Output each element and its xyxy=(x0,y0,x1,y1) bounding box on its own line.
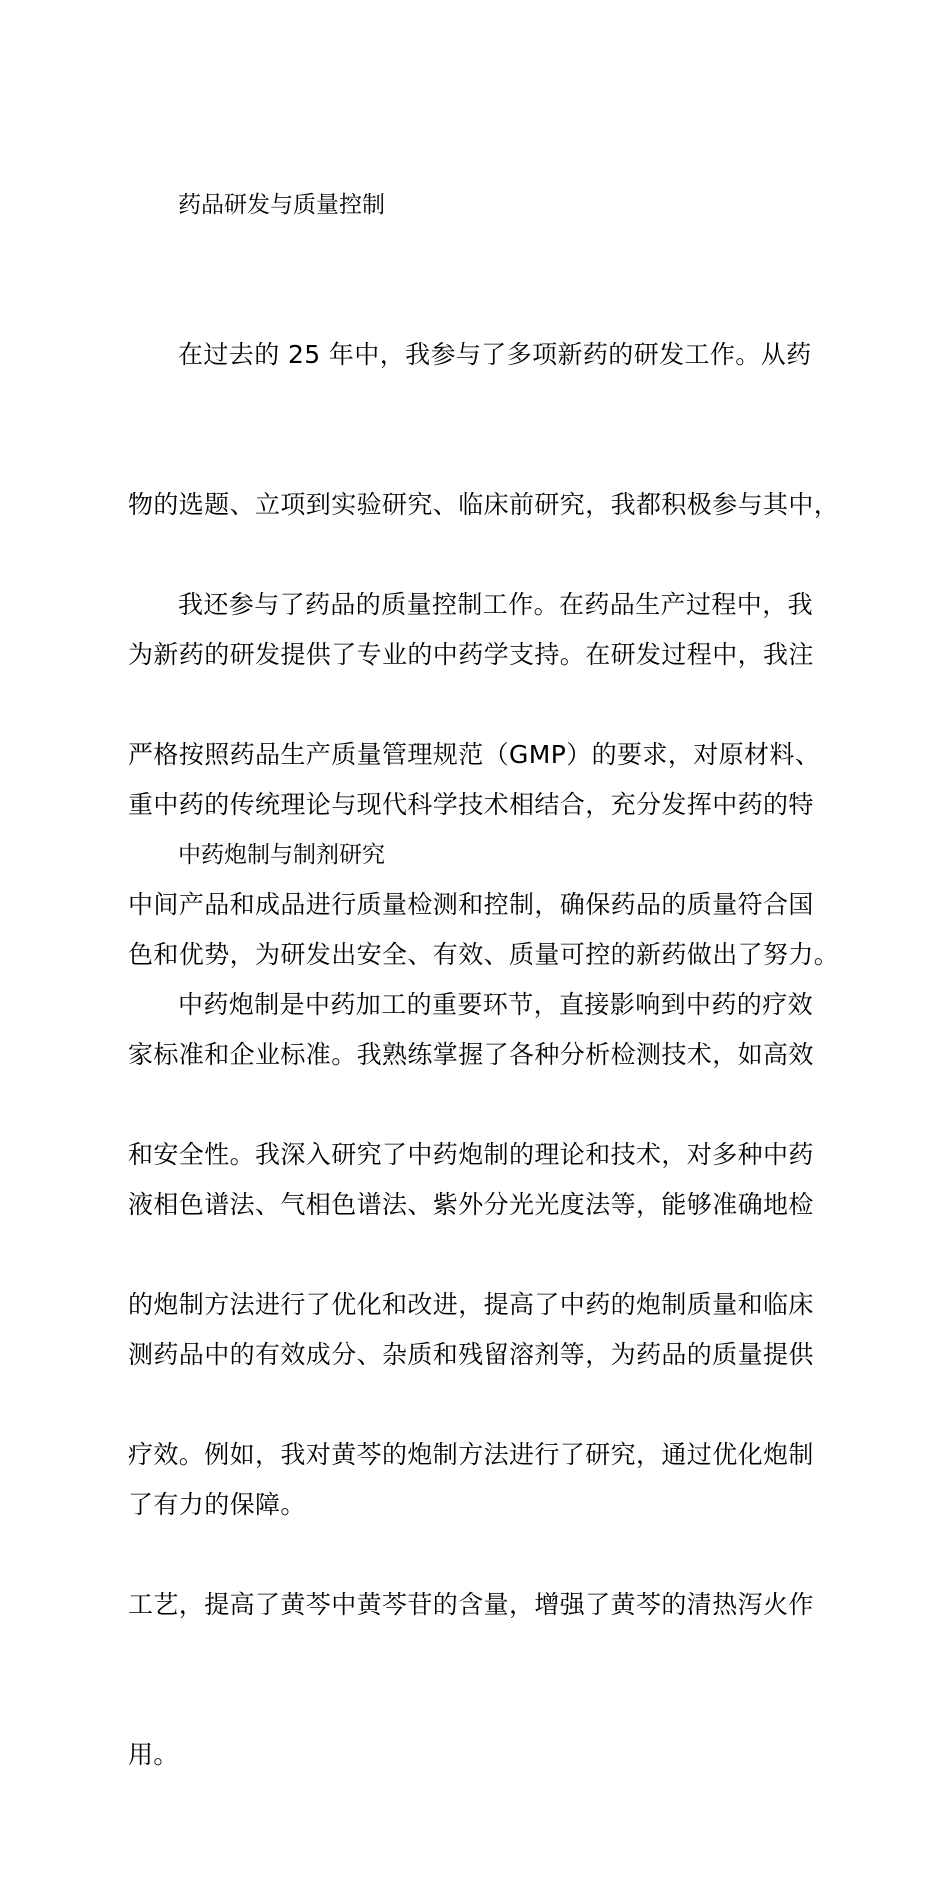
text-line: 重中药的传统理论与现代科学技术相结合，充分发挥中药的特 xyxy=(128,790,814,819)
text-line: 液相色谱法、气相色谱法、紫外分光光度法等，能够准确地检 xyxy=(128,1190,814,1219)
text-line: 和安全性。我深入研究了中药炮制的理论和技术，对多种中药 xyxy=(128,1140,814,1169)
text-line: 为新药的研发提供了专业的中药学支持。在研发过程中，我注 xyxy=(128,640,814,669)
text-line: 中间产品和成品进行质量检测和控制，确保药品的质量符合国 xyxy=(128,890,814,919)
section-heading-processing: 中药炮制与制剂研究 xyxy=(178,842,385,868)
text-line: 物的选题、立项到实验研究、临床前研究，我都积极参与其中， xyxy=(128,490,840,519)
text-line: 家标准和企业标准。我熟练掌握了各种分析检测技术，如高效 xyxy=(128,1040,814,1069)
text-line: 了有力的保障。 xyxy=(128,1490,306,1519)
text-line: 我还参与了药品的质量控制工作。在药品生产过程中，我 xyxy=(178,590,814,619)
text-line: 色和优势，为研发出安全、有效、质量可控的新药做出了努力。 xyxy=(128,940,840,969)
text-line: 测药品中的有效成分、杂质和残留溶剂等，为药品的质量提供 xyxy=(128,1340,814,1369)
text-line: 工艺，提高了黄芩中黄芩苷的含量，增强了黄芩的清热泻火作 xyxy=(128,1590,814,1619)
text-line: 在过去的 25 年中，我参与了多项新药的研发工作。从药 xyxy=(178,340,812,369)
paragraph-processing xyxy=(128,880,848,1880)
section-heading-rd-quality: 药品研发与质量控制 xyxy=(178,192,385,218)
text-line: 的炮制方法进行了优化和改进，提高了中药的炮制质量和临床 xyxy=(128,1290,814,1319)
text-line: 中药炮制是中药加工的重要环节，直接影响到中药的疗效 xyxy=(178,990,814,1019)
text-line: 严格按照药品生产质量管理规范（GMP）的要求，对原材料、 xyxy=(128,740,821,769)
text-line: 疗效。例如，我对黄芩的炮制方法进行了研究，通过优化炮制 xyxy=(128,1440,814,1469)
text-line: 用。 xyxy=(128,1740,179,1769)
